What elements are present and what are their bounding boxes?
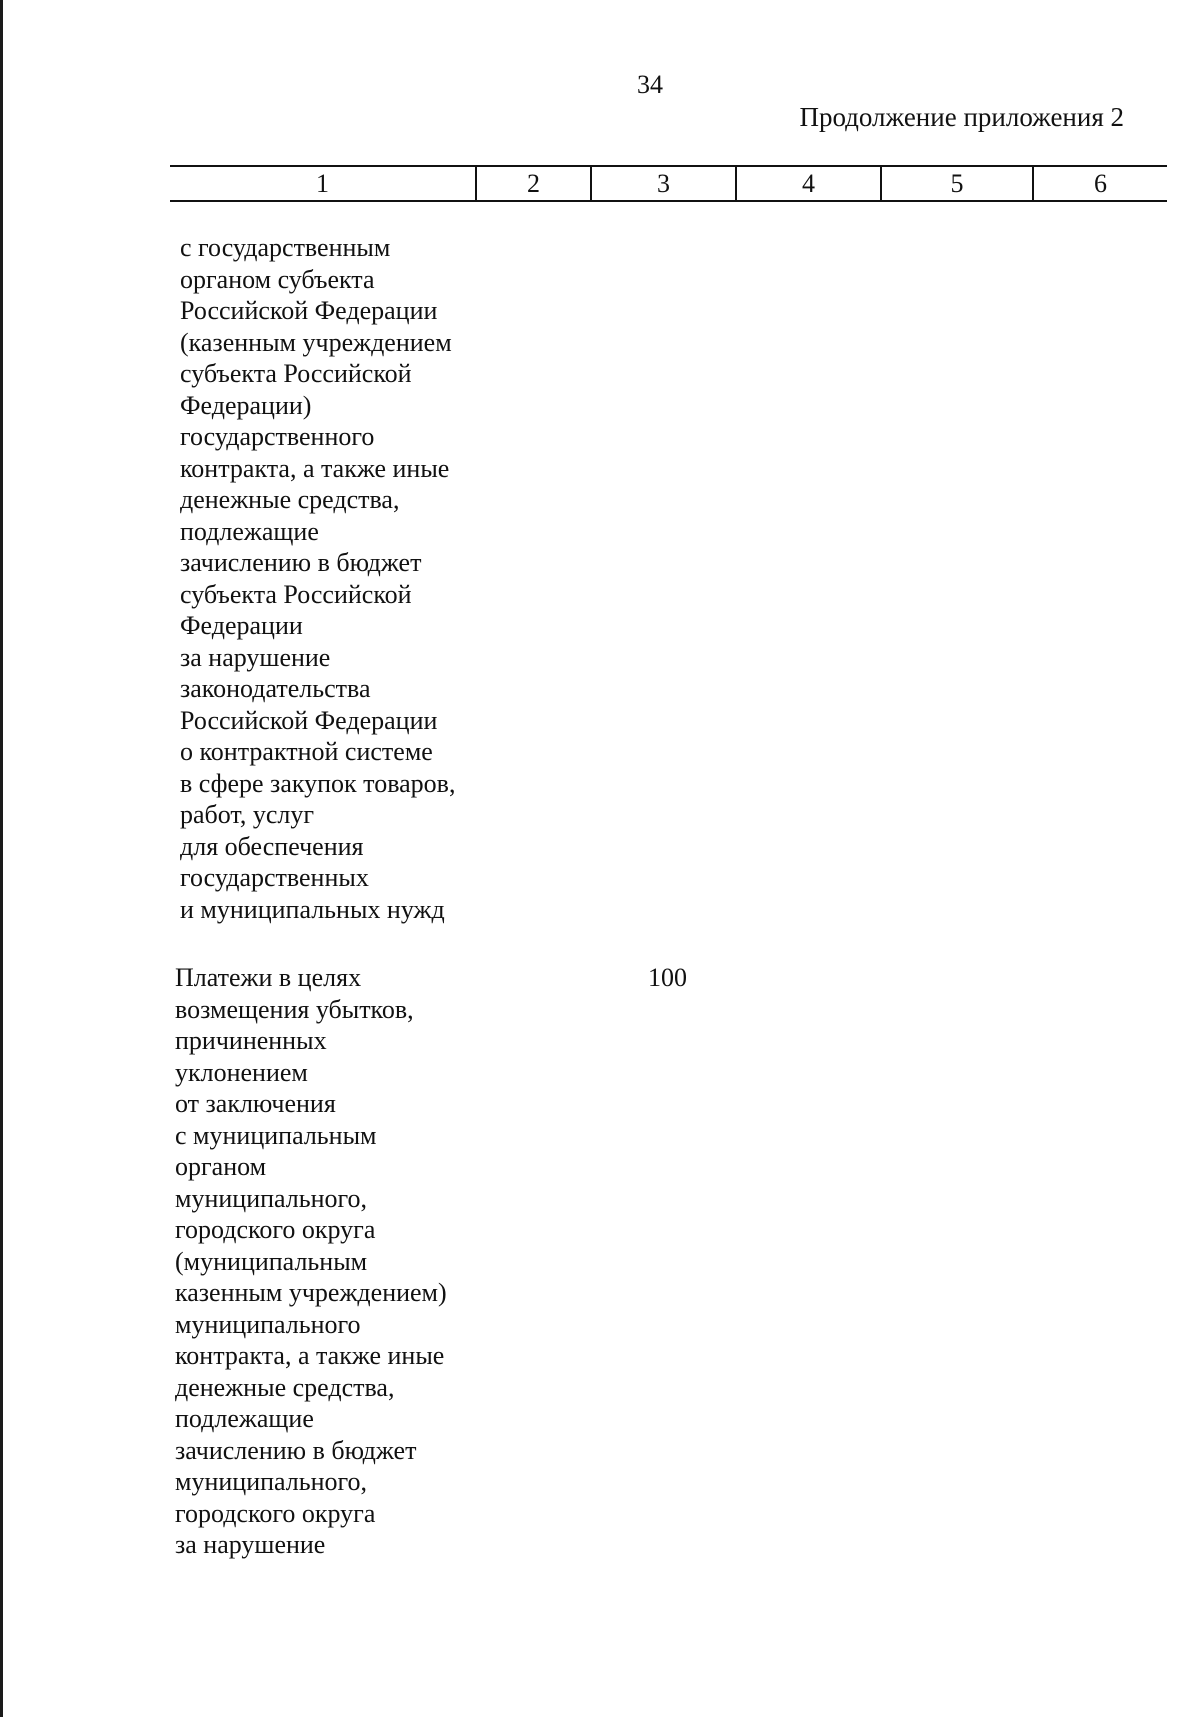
text-line: субъекта Российской	[180, 579, 412, 609]
text-line: органом субъекта	[180, 264, 375, 294]
text-line: от заключения	[175, 1089, 336, 1118]
text-line: возмещения убытков,	[175, 994, 414, 1024]
text-line: с государственным	[180, 233, 391, 262]
text-line: (казенным учреждением	[180, 327, 452, 357]
text-line: законодательства	[180, 674, 371, 703]
column-header-4: 4	[737, 167, 882, 200]
text-line: контракта, а также иные	[180, 453, 450, 483]
table-header-bottom-rule	[170, 200, 1167, 202]
text-line: причиненных	[175, 1026, 327, 1055]
text-line: Федерации	[180, 611, 303, 640]
text-line: подлежащие	[175, 1404, 314, 1433]
text-line: государственных	[180, 863, 369, 892]
text-line: денежные средства,	[175, 1372, 395, 1402]
column-header-6: 6	[1094, 169, 1107, 198]
text-line: контракта, а также иные	[175, 1341, 445, 1370]
text-line: городского округа	[175, 1215, 376, 1244]
text-line: уклонением	[175, 1057, 308, 1087]
text-line: денежные средства,	[180, 485, 400, 514]
text-line: Российской Федерации	[180, 705, 438, 735]
scan-left-edge	[0, 0, 3, 1717]
row2-col3-value: 100	[648, 963, 687, 992]
column-header-1: 1	[170, 167, 477, 200]
table-header	[170, 165, 1167, 200]
text-line: в сфере закупок товаров,	[180, 768, 456, 798]
text-line: подлежащие	[180, 516, 319, 546]
text-line: за нарушение	[180, 642, 331, 672]
row2-col1-text	[175, 962, 447, 1561]
text-line: Федерации)	[180, 390, 312, 420]
text-line: органом	[175, 1152, 267, 1181]
text-line: для обеспечения	[180, 831, 364, 861]
text-line: работ, услуг	[180, 800, 315, 829]
column-header-3: 3	[592, 167, 737, 200]
text-line: городского округа	[175, 1498, 376, 1528]
text-line: государственного	[180, 422, 375, 451]
text-line: о контрактной системе	[180, 737, 433, 766]
column-header-5: 5	[882, 167, 1034, 200]
text-line: и муниципальных нужд	[180, 894, 445, 924]
text-line: зачислению в бюджет	[175, 1435, 417, 1465]
text-line: субъекта Российской	[180, 359, 412, 388]
text-line: Платежи в целях	[175, 963, 362, 992]
text-line: муниципального,	[175, 1183, 368, 1213]
column-header-2: 2	[477, 167, 592, 200]
text-line: муниципального,	[175, 1467, 368, 1496]
text-line: за нарушение	[175, 1530, 326, 1559]
text-line: Российской Федерации	[180, 296, 438, 325]
text-line: с муниципальным	[175, 1120, 377, 1150]
continuation-label: Продолжение приложения 2	[799, 102, 1124, 132]
row1-col1-text	[180, 232, 455, 925]
page-number: 34	[637, 70, 663, 99]
text-line: (муниципальным	[175, 1246, 368, 1276]
text-line: казенным учреждением)	[175, 1278, 447, 1307]
text-line: зачислению в бюджет	[180, 548, 422, 577]
text-line: муниципального	[175, 1309, 361, 1339]
